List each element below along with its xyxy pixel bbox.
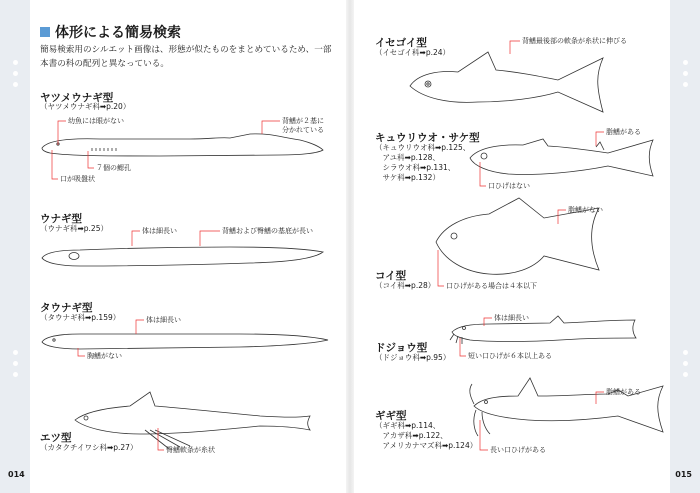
section-ref-lamprey: （ヤツメウナギ科➡p.20）: [40, 102, 131, 111]
note-eel-body: 体は細長い: [142, 227, 177, 235]
note-catfish-barbel: 長い口ひげがある: [490, 446, 546, 454]
section-ref-eel: （ウナギ科➡p.25）: [40, 224, 108, 233]
catfish-silhouette: [468, 372, 668, 444]
section-ref-salmon: （キュウリウオ科➡p.125、 アユ科➡p.128、 シラウオ科➡p.131、 サケ科➡p.132）: [375, 143, 471, 182]
section-ref-carp: （コイ科➡p.28）: [375, 281, 436, 290]
left-edge-dots-lower: [13, 350, 18, 377]
section-ref-ladyfish: （イセゴイ科➡p.24）: [375, 48, 451, 57]
salmon-silhouette: [468, 136, 658, 182]
note-carp-adipose: 脂鰭がない: [568, 206, 603, 214]
anchovy-silhouette: [70, 390, 315, 450]
note-eel-fins: 背鰭および臀鰭の基底が長い: [222, 227, 313, 235]
note-salmon-adipose: 脂鰭がある: [606, 128, 641, 136]
note-ladyfish-fin: 背鰭最後部の軟条が糸状に伸びる: [522, 37, 627, 45]
note-carp-barbel: 口ひげがある場合は４本以下: [446, 282, 537, 290]
note-loach-body: 体は細長い: [494, 314, 529, 322]
page-gutter: [346, 0, 354, 493]
intro-text: 簡易検索用のシルエット画像は、形態が似たものをまとめているため、一部本書の科の配列と異なっている。: [40, 45, 332, 69]
section-ref-swamp-eel: （タウナギ科➡p.159）: [40, 313, 121, 322]
section-title-catfish: ギギ型: [375, 410, 407, 422]
section-ref-catfish: （ギギ科➡p.114、 アカザ科➡p.122、 アメリカナマズ科➡p.124）: [375, 421, 478, 450]
carp-silhouette: [434, 196, 604, 282]
note-lamprey-gills: ７個の鰓孔: [96, 164, 131, 172]
page-title: 体形による簡易検索: [40, 22, 181, 42]
right-edge-dots: [683, 60, 688, 87]
right-edge-dots-lower: [683, 350, 688, 377]
note-lamprey-eyes: 幼魚には眼がない: [68, 117, 124, 125]
note-catfish-adipose: 脂鰭がある: [606, 388, 641, 396]
section-title-ladyfish: イセゴイ型: [375, 37, 427, 49]
section-title-salmon: キュウリウオ・サケ型: [375, 132, 480, 144]
note-anchovy-fins: 臀鰭軟条が糸状: [166, 446, 215, 454]
note-swamp-eel-body: 体は細長い: [146, 316, 181, 324]
note-lamprey-dorsal: 背鰭が２基に 分かれている: [282, 117, 324, 134]
section-title-eel: ウナギ型: [40, 213, 82, 225]
section-title-swamp-eel: タウナギ型: [40, 302, 93, 314]
loach-silhouette: [450, 310, 640, 346]
swamp-eel-silhouette: [40, 330, 330, 352]
left-edge-dots: [13, 60, 18, 87]
note-lamprey-mouth: 口が吸盤状: [60, 175, 95, 183]
section-title-lamprey: ヤツメウナギ型: [40, 92, 114, 104]
section-title-anchovy: エツ型: [40, 432, 72, 444]
eel-silhouette: [40, 244, 325, 268]
title-square-icon: [40, 27, 50, 37]
section-ref-anchovy: （カタクチイワシ科➡p.27）: [40, 443, 138, 452]
section-title-loach: ドジョウ型: [375, 342, 428, 354]
ladyfish-silhouette: [408, 50, 608, 122]
page-number-right: 015: [675, 470, 692, 479]
page-number-left: 014: [8, 470, 25, 479]
note-swamp-eel-fins: 胸鰭がない: [87, 352, 122, 360]
section-ref-loach: （ドジョウ科➡p.95）: [375, 353, 451, 362]
section-title-carp: コイ型: [375, 270, 407, 282]
note-salmon-barbel: 口ひげはない: [488, 182, 530, 190]
note-loach-barbel: 短い口ひげが６本以上ある: [468, 352, 552, 360]
lamprey-silhouette: [40, 128, 325, 164]
